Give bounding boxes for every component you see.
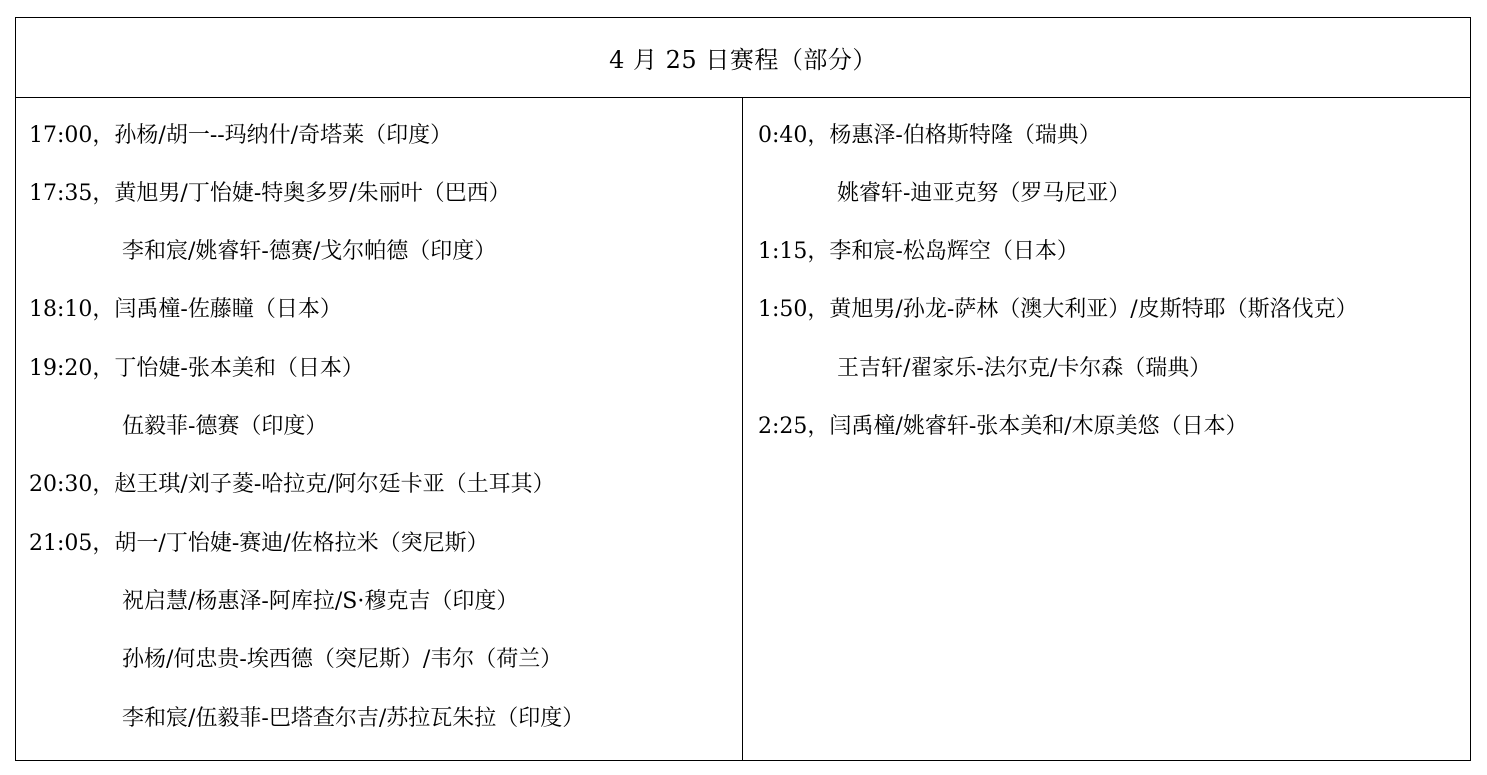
schedule-entry: 王吉轩/翟家乐-法尔克/卡尔森（瑞典） — [837, 356, 1212, 381]
schedule-entry: 李和宸/伍毅菲-巴塔查尔吉/苏拉瓦朱拉（印度） — [122, 706, 585, 731]
left-column — [16, 98, 743, 760]
schedule-title: 4 月 25 日赛程（部分） — [609, 46, 877, 74]
title-row — [16, 18, 1470, 98]
schedule-entry: 21:05，胡一/丁怡婕-赛迪/佐格拉米（突尼斯） — [29, 531, 489, 556]
right-column — [743, 98, 1470, 760]
schedule-entry: 1:15，李和宸-松岛辉空（日本） — [758, 239, 1079, 264]
schedule-entry: 18:10，闫禹橦-佐藤瞳（日本） — [29, 297, 342, 322]
schedule-entry: 1:50，黄旭男/孙龙-萨林（澳大利亚）/皮斯特耶（斯洛伐克） — [758, 297, 1358, 322]
schedule-entry: 姚睿轩-迪亚克努（罗马尼亚） — [837, 181, 1131, 206]
schedule-entry: 2:25，闫禹橦/姚睿轩-张本美和/木原美悠（日本） — [758, 414, 1248, 439]
schedule-table — [15, 17, 1471, 761]
schedule-entry: 17:00，孙杨/胡一--玛纳什/奇塔莱（印度） — [29, 123, 453, 148]
schedule-entry: 伍毅菲-德赛（印度） — [122, 414, 328, 439]
schedule-entry: 20:30，赵王琪/刘子菱-哈拉克/阿尔廷卡亚（土耳其） — [29, 472, 555, 497]
schedule-entry: 祝启慧/杨惠泽-阿库拉/S·穆克吉（印度） — [122, 589, 519, 614]
schedule-entry: 李和宸/姚睿轩-德赛/戈尔帕德（印度） — [122, 239, 497, 264]
schedule-entry: 17:35，黄旭男/丁怡婕-特奥多罗/朱丽叶（巴西） — [29, 181, 511, 206]
schedule-entry: 19:20，丁怡婕-张本美和（日本） — [29, 356, 364, 381]
schedule-entry: 孙杨/何忠贵-埃西德（突尼斯）/韦尔（荷兰） — [122, 647, 563, 672]
schedule-entry: 0:40，杨惠泽-伯格斯特隆（瑞典） — [758, 123, 1101, 148]
